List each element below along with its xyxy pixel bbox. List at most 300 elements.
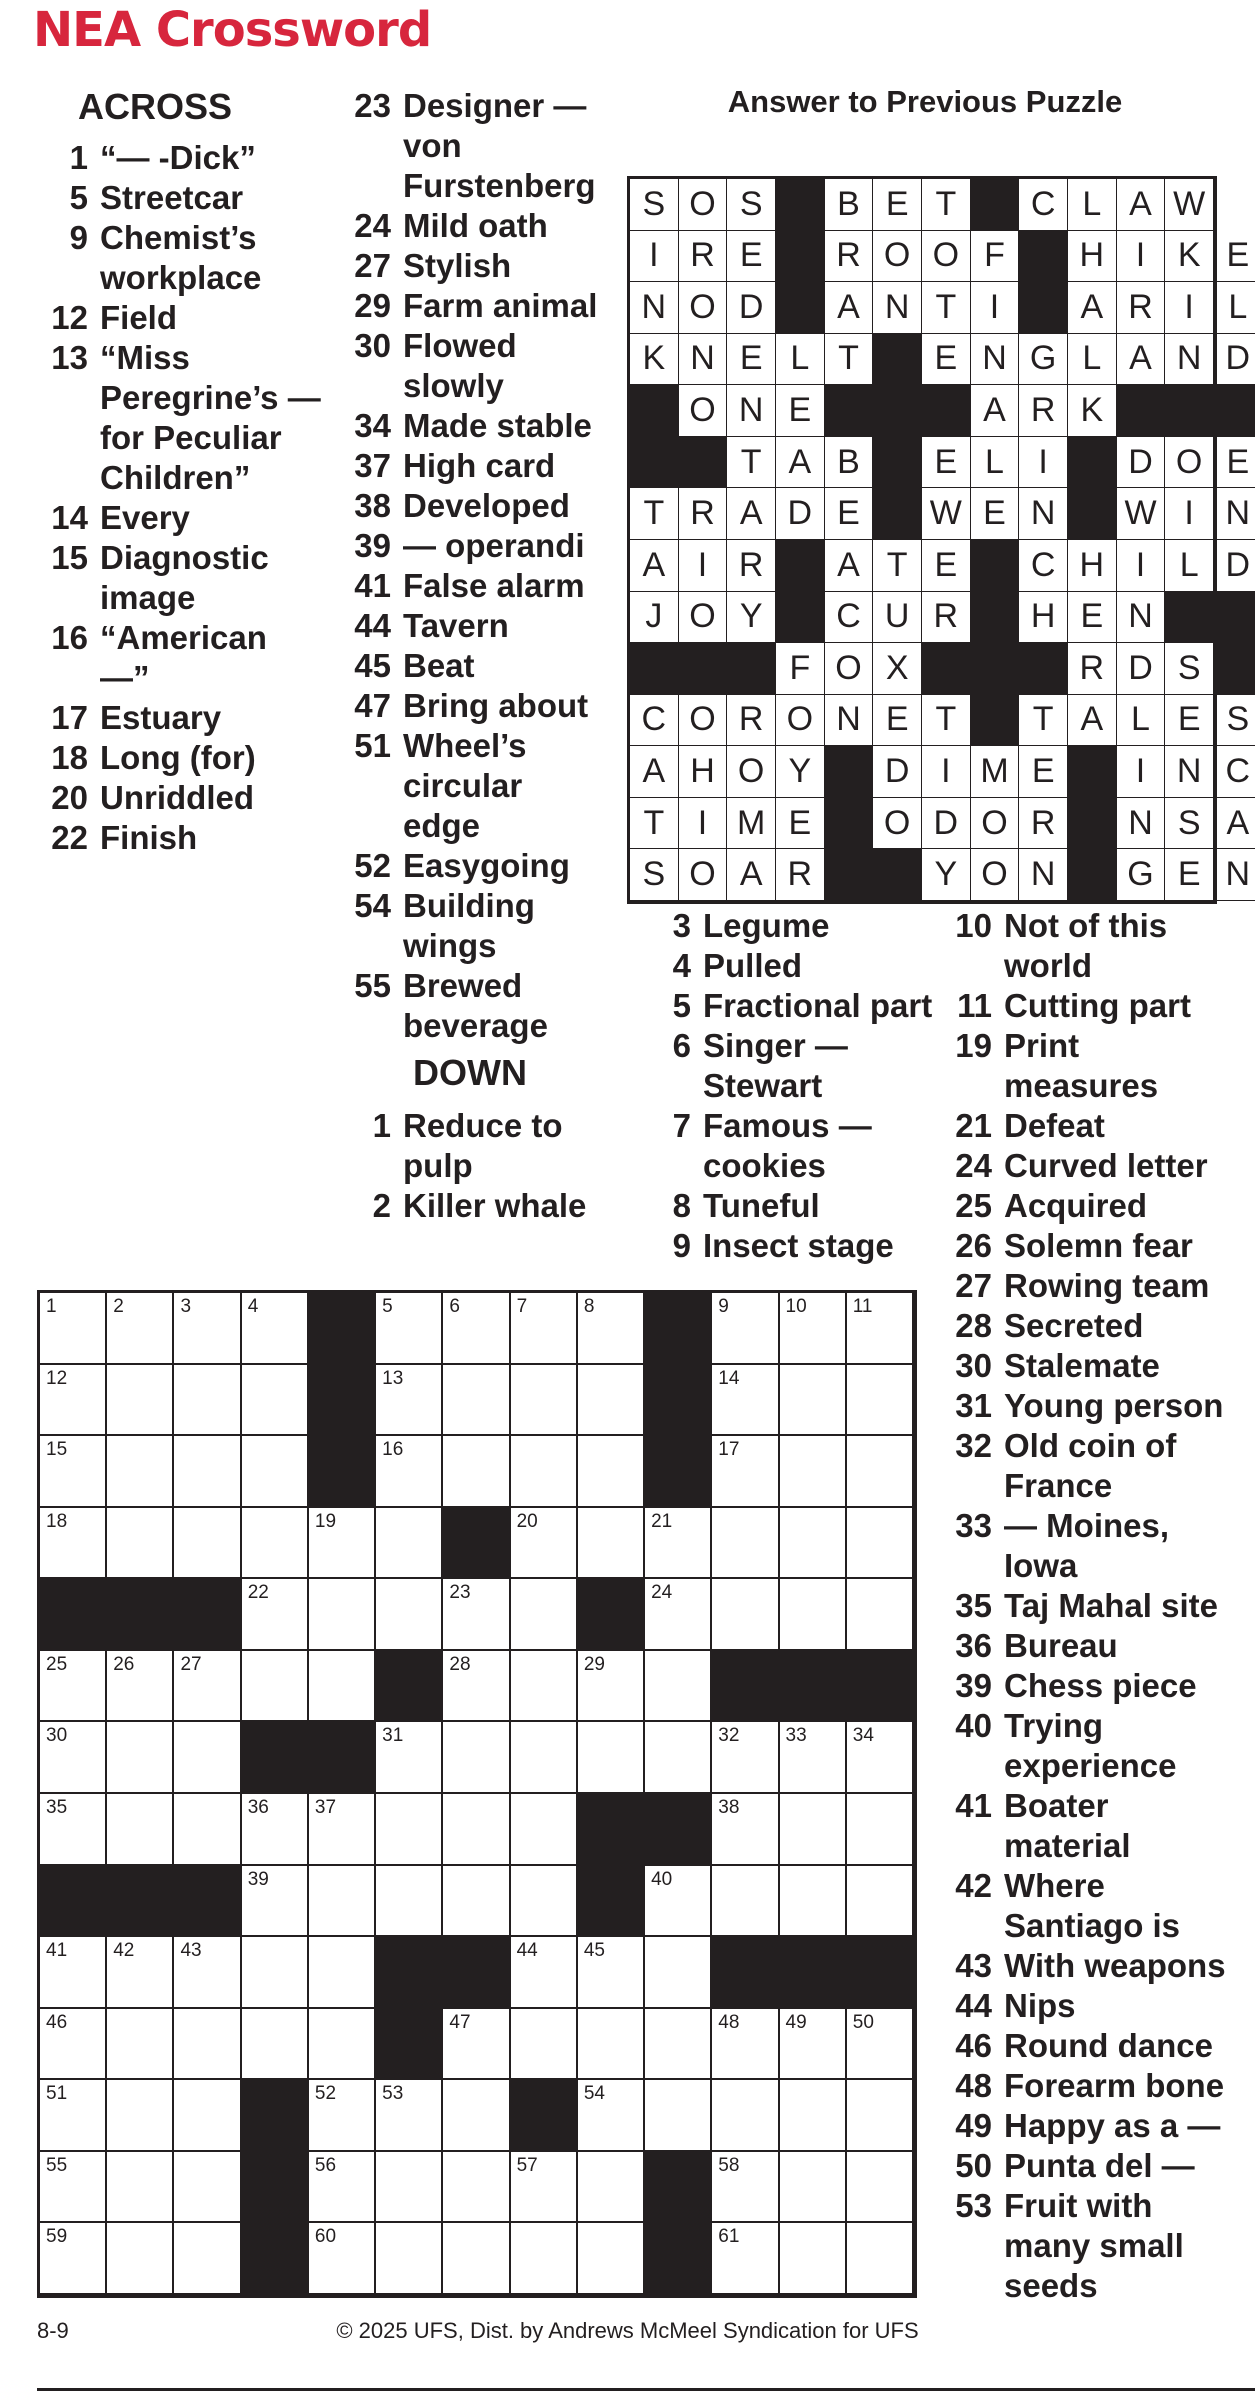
grid-cell[interactable] — [511, 2009, 578, 2081]
bottom-rule — [37, 2388, 1255, 2391]
grid-cell[interactable] — [712, 1866, 779, 1938]
grid-cell[interactable] — [107, 1365, 174, 1437]
clue-text: Boater material — [1004, 1787, 1131, 1864]
grid-cell[interactable] — [242, 1866, 309, 1938]
down-heading: DOWN — [413, 1052, 527, 1093]
grid-cell[interactable] — [107, 1794, 174, 1866]
clue-text: Chess piece — [1004, 1667, 1197, 1704]
grid-cell[interactable] — [443, 1436, 510, 1508]
grid-cell[interactable] — [40, 1722, 107, 1794]
grid-cell[interactable] — [107, 1722, 174, 1794]
grid-cell[interactable] — [511, 1508, 578, 1580]
answer-letter-cell: E — [1214, 231, 1255, 283]
clue-text: Designer — von Furstenberg — [403, 87, 596, 204]
grid-cell[interactable] — [847, 1794, 914, 1866]
clue-number: 55 — [354, 967, 391, 1004]
clue-text: Tavern — [403, 607, 509, 644]
grid-cell[interactable] — [847, 2080, 914, 2152]
answer-letter-cell: C — [825, 592, 874, 644]
black-square — [443, 1508, 510, 1580]
black-square — [309, 1365, 376, 1437]
answer-letter-cell: O — [873, 231, 922, 283]
clue-number: 12 — [51, 299, 88, 336]
grid-cell[interactable] — [847, 2152, 914, 2224]
grid-cell[interactable] — [645, 1508, 712, 1580]
grid-cell[interactable] — [309, 1866, 376, 1938]
cell-number: 57 — [516, 2154, 538, 2176]
grid-cell[interactable] — [40, 2223, 107, 2295]
black-square — [40, 1866, 107, 1938]
clue-number: 8 — [672, 1187, 691, 1224]
grid-cell[interactable] — [511, 2152, 578, 2224]
answer-letter-cell: D — [1117, 437, 1166, 489]
grid-cell[interactable] — [780, 2009, 847, 2081]
answer-letter-cell: G — [1019, 334, 1068, 386]
grid-cell[interactable] — [309, 1651, 376, 1723]
answer-letter-cell: E — [1214, 437, 1255, 489]
grid-cell[interactable] — [107, 2080, 174, 2152]
answer-letter-cell: A — [971, 385, 1020, 437]
answer-letter-cell: E — [922, 334, 971, 386]
grid-cell[interactable] — [645, 1866, 712, 1938]
grid-cell[interactable] — [645, 1579, 712, 1651]
grid-cell[interactable] — [780, 2223, 847, 2295]
grid-cell[interactable] — [511, 1579, 578, 1651]
black-square — [309, 1722, 376, 1794]
answer-letter-cell: N — [971, 334, 1020, 386]
grid-cell[interactable] — [847, 1722, 914, 1794]
answer-letter-cell: N — [873, 282, 922, 334]
crossword-grid — [37, 1290, 917, 2298]
clue-text: Print measures — [1004, 1027, 1159, 1104]
cell-number: 37 — [314, 1797, 337, 1818]
grid-cell[interactable] — [712, 1722, 779, 1794]
grid-cell[interactable] — [174, 2152, 241, 2224]
grid-cell[interactable] — [511, 1651, 578, 1723]
answer-letter-cell: S — [727, 179, 776, 231]
answer-letter-cell: R — [727, 540, 776, 592]
grid-cell[interactable] — [376, 1365, 443, 1437]
answer-letter-cell: L — [1165, 540, 1214, 592]
cell-number: 42 — [113, 1940, 135, 1962]
answer-letter-cell: E — [922, 437, 971, 489]
answer-letter-cell: I — [1019, 437, 1068, 489]
grid-cell[interactable] — [376, 1794, 443, 1866]
grid-cell[interactable] — [174, 1722, 241, 1794]
clue-text: Bureau — [1004, 1627, 1118, 1664]
grid-cell[interactable] — [847, 1866, 914, 1938]
grid-cell[interactable] — [578, 1651, 645, 1723]
grid-cell[interactable] — [712, 1508, 779, 1580]
cell-number: 16 — [382, 1439, 404, 1461]
grid-cell[interactable] — [376, 1866, 443, 1938]
cell-number: 7 — [516, 1296, 528, 1317]
grid-cell[interactable] — [578, 2223, 645, 2295]
clue-number: 24 — [354, 207, 391, 244]
grid-cell[interactable] — [712, 1579, 779, 1651]
grid-cell[interactable] — [645, 1651, 712, 1723]
answer-letter-cell: Y — [922, 849, 971, 901]
answer-black-square — [971, 695, 1020, 747]
cell-number: 17 — [718, 1439, 740, 1461]
black-square — [309, 1436, 376, 1508]
clue-number: 30 — [354, 327, 391, 364]
grid-cell[interactable] — [40, 1794, 107, 1866]
down-clue — [672, 906, 948, 946]
grid-cell[interactable] — [376, 1579, 443, 1651]
answer-letter-cell: K — [1165, 231, 1214, 283]
across-clue — [354, 886, 608, 966]
black-square — [242, 1722, 309, 1794]
grid-cell[interactable] — [511, 1937, 578, 2009]
cell-number: 36 — [247, 1797, 269, 1818]
answer-black-square — [1068, 437, 1117, 489]
grid-cell[interactable] — [309, 1579, 376, 1651]
answer-letter-cell: E — [1165, 849, 1214, 901]
grid-cell[interactable] — [847, 2223, 914, 2295]
grid-cell[interactable] — [174, 1651, 241, 1723]
grid-cell[interactable] — [712, 1436, 779, 1508]
clue-number: 31 — [955, 1387, 992, 1424]
clue-number: 37 — [354, 447, 391, 484]
grid-cell[interactable] — [847, 1508, 914, 1580]
clue-number: 21 — [955, 1107, 992, 1144]
grid-cell[interactable] — [174, 1937, 241, 2009]
answer-letter-cell: O — [922, 231, 971, 283]
grid-cell[interactable] — [174, 2223, 241, 2295]
answer-letter-cell: N — [630, 282, 679, 334]
grid-cell[interactable] — [511, 1365, 578, 1437]
grid-cell[interactable] — [780, 1436, 847, 1508]
grid-cell[interactable] — [376, 1508, 443, 1580]
cell-number: 45 — [583, 1940, 605, 1962]
grid-cell[interactable] — [443, 2152, 510, 2224]
answer-letter-cell: O — [679, 179, 728, 231]
grid-cell[interactable] — [443, 1794, 510, 1866]
down-clue — [955, 1586, 1236, 1626]
grid-cell[interactable] — [376, 2223, 443, 2295]
grid-cell[interactable] — [578, 1436, 645, 1508]
grid-cell[interactable] — [309, 1937, 376, 2009]
down-clue — [955, 906, 1236, 986]
grid-cell[interactable] — [780, 2152, 847, 2224]
answer-letter-cell: K — [630, 334, 679, 386]
answer-letter-cell: W — [922, 488, 971, 540]
grid-cell[interactable] — [578, 1937, 645, 2009]
clue-text: Where Santiago is — [1004, 1867, 1181, 1944]
answer-black-square — [776, 592, 825, 644]
down-clue — [955, 1386, 1236, 1426]
answer-letter-cell: I — [679, 540, 728, 592]
grid-cell[interactable] — [242, 1365, 309, 1437]
grid-cell[interactable] — [40, 1508, 107, 1580]
answer-black-square — [1214, 643, 1255, 695]
across-clue — [354, 86, 608, 206]
grid-cell[interactable] — [443, 1651, 510, 1723]
answer-letter-cell: L — [1117, 695, 1166, 747]
grid-cell[interactable] — [780, 2080, 847, 2152]
answer-letter-cell: D — [1214, 540, 1255, 592]
clue-number: 10 — [955, 907, 992, 944]
grid-cell[interactable] — [578, 2152, 645, 2224]
answer-letter-cell: F — [971, 231, 1020, 283]
clue-text: Reduce to pulp — [403, 1107, 563, 1184]
grid-cell[interactable] — [443, 2223, 510, 2295]
grid-cell[interactable] — [712, 2152, 779, 2224]
grid-cell[interactable] — [645, 1937, 712, 2009]
cell-number: 59 — [46, 2226, 68, 2248]
grid-cell[interactable] — [107, 1293, 174, 1365]
grid-cell[interactable] — [578, 1508, 645, 1580]
grid-cell[interactable] — [309, 2080, 376, 2152]
answer-letter-cell: D — [776, 488, 825, 540]
grid-cell[interactable] — [174, 2009, 241, 2081]
answer-letter-cell: O — [727, 746, 776, 798]
grid-cell[interactable] — [511, 1436, 578, 1508]
grid-cell[interactable] — [309, 2009, 376, 2081]
answer-letter-cell: E — [922, 540, 971, 592]
answer-letter-cell: N — [1165, 334, 1214, 386]
grid-cell[interactable] — [107, 2223, 174, 2295]
black-square — [107, 1579, 174, 1651]
clue-text: — Moines, Iowa — [1004, 1507, 1170, 1584]
grid-cell[interactable] — [443, 1365, 510, 1437]
down-clue — [672, 1106, 948, 1186]
grid-cell[interactable] — [712, 2080, 779, 2152]
grid-cell[interactable] — [780, 1794, 847, 1866]
grid-cell[interactable] — [847, 2009, 914, 2081]
across-clue — [354, 846, 608, 886]
answer-black-square — [776, 282, 825, 334]
grid-cell[interactable] — [40, 1293, 107, 1365]
clue-text: Taj Mahal site — [1004, 1587, 1218, 1624]
cell-number: 15 — [46, 1439, 68, 1461]
answer-letter-cell: F — [776, 643, 825, 695]
grid-cell[interactable] — [174, 1293, 241, 1365]
grid-cell[interactable] — [376, 1722, 443, 1794]
answer-black-square — [825, 798, 874, 850]
grid-cell[interactable] — [174, 1365, 241, 1437]
clue-text: Young person — [1004, 1387, 1224, 1424]
cell-number: 34 — [852, 1725, 874, 1747]
grid-cell[interactable] — [645, 2009, 712, 2081]
across-clue — [354, 286, 608, 326]
answer-letter-cell: O — [971, 798, 1020, 850]
answer-letter-cell: D — [922, 798, 971, 850]
clue-number: 45 — [354, 647, 391, 684]
grid-cell[interactable] — [107, 1937, 174, 2009]
across-clue — [51, 338, 325, 498]
answer-letter-cell: A — [1117, 334, 1166, 386]
grid-cell[interactable] — [712, 1794, 779, 1866]
grid-cell[interactable] — [309, 2223, 376, 2295]
grid-cell[interactable] — [847, 1436, 914, 1508]
grid-cell[interactable] — [712, 2009, 779, 2081]
answer-black-square — [873, 849, 922, 901]
clue-number: 34 — [354, 407, 391, 444]
grid-cell[interactable] — [578, 1722, 645, 1794]
grid-cell[interactable] — [511, 2223, 578, 2295]
clue-text: Punta del — — [1004, 2147, 1195, 2184]
clue-text: Made stable — [403, 407, 592, 444]
answer-letter-cell: S — [1214, 695, 1255, 747]
grid-cell[interactable] — [511, 1722, 578, 1794]
grid-cell[interactable] — [242, 1436, 309, 1508]
answer-letter-cell: A — [1117, 179, 1166, 231]
grid-cell[interactable] — [242, 1651, 309, 1723]
grid-cell[interactable] — [780, 1866, 847, 1938]
answer-black-square — [873, 437, 922, 489]
cell-number: 28 — [449, 1653, 471, 1675]
grid-cell[interactable] — [847, 1579, 914, 1651]
down-clue — [955, 1226, 1236, 1266]
answer-letter-cell: I — [679, 798, 728, 850]
down-clue — [955, 1946, 1236, 1986]
clue-number: 44 — [955, 1987, 992, 2024]
clue-number: 19 — [955, 1027, 992, 1064]
clue-text: Mild oath — [403, 207, 548, 244]
grid-cell[interactable] — [242, 1508, 309, 1580]
grid-cell[interactable] — [443, 1722, 510, 1794]
down-clue — [955, 1986, 1236, 2026]
grid-cell[interactable] — [712, 1365, 779, 1437]
grid-cell[interactable] — [712, 2223, 779, 2295]
grid-cell[interactable] — [40, 1937, 107, 2009]
grid-cell[interactable] — [443, 2009, 510, 2081]
grid-cell[interactable] — [309, 1794, 376, 1866]
clue-number: 32 — [955, 1427, 992, 1464]
grid-cell[interactable] — [376, 1436, 443, 1508]
previous-answer-grid — [627, 176, 1251, 904]
grid-cell[interactable] — [443, 2080, 510, 2152]
grid-cell[interactable] — [780, 1722, 847, 1794]
grid-cell[interactable] — [40, 2152, 107, 2224]
grid-cell[interactable] — [578, 2009, 645, 2081]
grid-cell[interactable] — [511, 1293, 578, 1365]
clue-number: 13 — [51, 339, 88, 376]
grid-cell[interactable] — [847, 1293, 914, 1365]
grid-cell[interactable] — [578, 2080, 645, 2152]
grid-cell[interactable] — [107, 1436, 174, 1508]
grid-cell[interactable] — [780, 1293, 847, 1365]
grid-cell[interactable] — [645, 2080, 712, 2152]
grid-cell[interactable] — [40, 1651, 107, 1723]
grid-cell[interactable] — [847, 1365, 914, 1437]
grid-cell[interactable] — [578, 1365, 645, 1437]
black-square — [780, 1937, 847, 2009]
grid-cell[interactable] — [376, 1293, 443, 1365]
answer-letter-cell: O — [679, 592, 728, 644]
grid-cell[interactable] — [107, 2009, 174, 2081]
clue-number: 9 — [69, 219, 88, 256]
clue-number: 36 — [955, 1627, 992, 1664]
answer-letter-cell: O — [679, 282, 728, 334]
grid-cell[interactable] — [174, 1436, 241, 1508]
across-clue — [51, 778, 325, 818]
grid-cell[interactable] — [242, 1293, 309, 1365]
cell-number: 44 — [516, 1940, 538, 1962]
across-clue — [354, 326, 608, 406]
answer-letter-cell: A — [630, 746, 679, 798]
grid-cell[interactable] — [511, 1866, 578, 1938]
cell-number: 47 — [449, 2011, 471, 2033]
clue-number: 48 — [955, 2067, 992, 2104]
black-square — [712, 1651, 779, 1723]
clue-number: 49 — [955, 2107, 992, 2144]
answer-letter-cell: A — [825, 540, 874, 592]
grid-cell[interactable] — [443, 1293, 510, 1365]
grid-cell[interactable] — [780, 1365, 847, 1437]
clue-text: Curved letter — [1004, 1147, 1208, 1184]
clue-text: Farm animal — [403, 287, 598, 324]
across-clue — [354, 966, 608, 1046]
grid-cell[interactable] — [242, 1794, 309, 1866]
grid-cell[interactable] — [242, 1937, 309, 2009]
grid-cell[interactable] — [107, 1651, 174, 1723]
clue-number: 41 — [955, 1787, 992, 1824]
answer-letter-cell: L — [971, 437, 1020, 489]
grid-cell[interactable] — [40, 2080, 107, 2152]
grid-cell[interactable] — [174, 1794, 241, 1866]
grid-cell[interactable] — [40, 2009, 107, 2081]
grid-cell[interactable] — [242, 2009, 309, 2081]
cell-number: 21 — [651, 1510, 673, 1532]
across-clue — [51, 538, 325, 618]
cell-number: 61 — [718, 2226, 740, 2248]
clue-number: 26 — [955, 1227, 992, 1264]
answer-black-square — [776, 179, 825, 231]
answer-letter-cell: T — [873, 540, 922, 592]
clue-number: 43 — [955, 1947, 992, 1984]
grid-cell[interactable] — [578, 1293, 645, 1365]
grid-cell[interactable] — [511, 1794, 578, 1866]
grid-cell[interactable] — [780, 1579, 847, 1651]
answer-black-square — [1214, 385, 1255, 437]
grid-cell[interactable] — [242, 1579, 309, 1651]
black-square — [645, 1794, 712, 1866]
answer-black-square — [1214, 592, 1255, 644]
clue-number: 23 — [354, 87, 391, 124]
grid-cell[interactable] — [107, 1508, 174, 1580]
answer-letter-cell: T — [825, 334, 874, 386]
answer-letter-cell: C — [1214, 746, 1255, 798]
across-clue — [51, 818, 325, 858]
grid-cell[interactable] — [174, 2080, 241, 2152]
clue-number: 25 — [955, 1187, 992, 1224]
across-clue — [354, 726, 608, 846]
cell-number: 41 — [46, 1940, 68, 1962]
grid-cell[interactable] — [309, 2152, 376, 2224]
answer-letter-cell: I — [922, 746, 971, 798]
clue-number: 30 — [955, 1347, 992, 1384]
answer-letter-cell: L — [1214, 282, 1255, 334]
answer-letter-cell: S — [630, 179, 679, 231]
grid-cell[interactable] — [107, 2152, 174, 2224]
grid-cell[interactable] — [40, 1365, 107, 1437]
answer-letter-cell: W — [1165, 179, 1214, 231]
across-clue — [354, 526, 608, 566]
grid-cell[interactable] — [645, 1722, 712, 1794]
grid-cell[interactable] — [712, 1293, 779, 1365]
grid-cell[interactable] — [174, 1508, 241, 1580]
grid-cell[interactable] — [376, 2080, 443, 2152]
grid-cell[interactable] — [40, 1436, 107, 1508]
grid-cell[interactable] — [376, 2152, 443, 2224]
grid-cell[interactable] — [780, 1508, 847, 1580]
grid-cell[interactable] — [309, 1508, 376, 1580]
grid-cell[interactable] — [443, 1866, 510, 1938]
grid-cell[interactable] — [443, 1579, 510, 1651]
